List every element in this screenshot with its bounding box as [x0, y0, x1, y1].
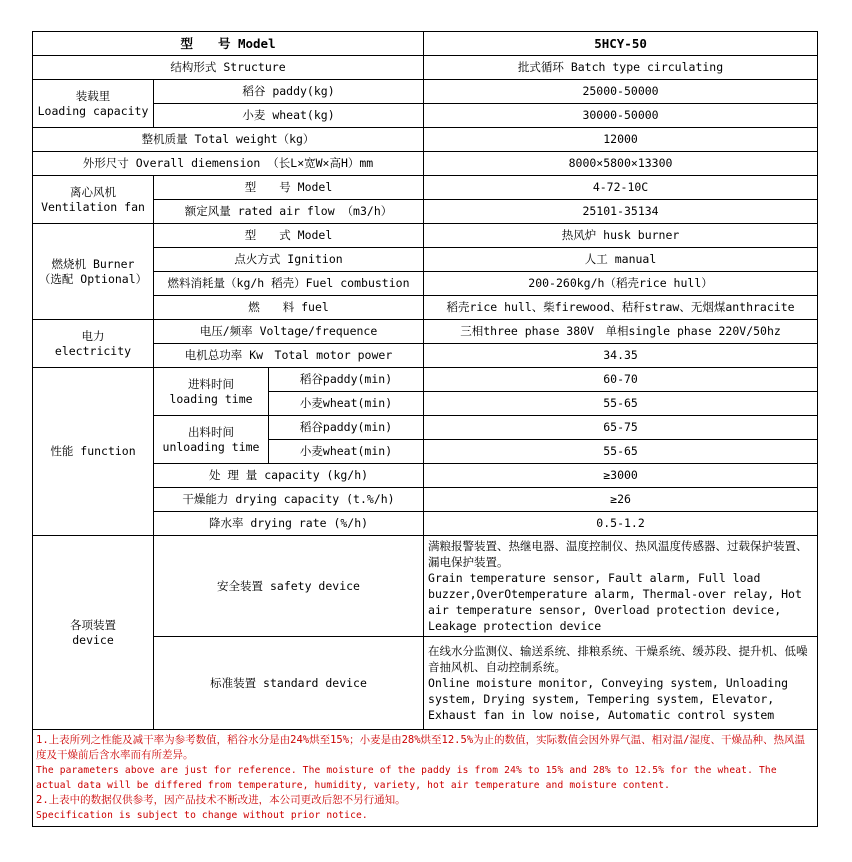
- unloading-wheat-label: 小麦wheat(min): [269, 440, 424, 464]
- loading-wheat-value: 55-65: [424, 392, 818, 416]
- fan-row: [33, 176, 818, 200]
- note-1-cn: 1.上表所列之性能及减干率为参考数值，稻谷水分是由24%烘至15%；小麦是由28%烘至12.5%为止的数值，实际数值会因外界气温、相对温/湿度、干燥品种、热风温度及干燥前后含水率而有所差异。: [36, 734, 805, 761]
- voltage-label: 电压/频率 Voltage/frequence: [154, 320, 424, 344]
- electricity-row: [33, 320, 818, 344]
- wheat-capacity-value: 30000-50000: [424, 104, 818, 128]
- electricity-label-en: electricity: [54, 343, 132, 358]
- motor-power-value: 34.35: [424, 344, 818, 368]
- fan-model-value: 4-72-10C: [424, 176, 818, 200]
- burner-model-label: 型 式 Model: [154, 224, 424, 248]
- burner-label-en: （选配 Optional）: [38, 271, 148, 286]
- unloading-paddy-label: 稻谷paddy(min): [269, 416, 424, 440]
- structure-value: 批式循环 Batch type circulating: [424, 56, 818, 80]
- loading-time-label-en: loading time: [169, 391, 253, 406]
- electricity-group: [33, 320, 154, 368]
- paddy-capacity-label: 稻谷 paddy(kg): [154, 80, 424, 104]
- burner-model-value: 热风炉 husk burner: [424, 224, 818, 248]
- note-2-en: Specification is subject to change without prior notice.: [36, 810, 368, 821]
- voltage-value: 三相three phase 380V 单相single phase 220V/50hz: [424, 320, 818, 344]
- standard-device-cn: 在线水分监测仪、输送系统、排粮系统、干燥系统、缓苏段、提升机、低噪音抽风机、自动控制系统。: [428, 644, 808, 674]
- loading-time-label-cn: 进料时间: [188, 376, 234, 391]
- fan-group: [33, 176, 154, 224]
- device-label-cn: 各项装置: [70, 617, 116, 632]
- fuel-label: 燃 料 fuel: [154, 296, 424, 320]
- capacity-label: 处 理 量 capacity (kg/h): [154, 464, 424, 488]
- model-value: 5HCY-50: [424, 32, 818, 56]
- wheat-capacity-label: 小麦 wheat(kg): [154, 104, 424, 128]
- function-group: 性能 function: [33, 368, 154, 536]
- unloading-time-group: [154, 416, 269, 464]
- unloading-wheat-value: 55-65: [424, 440, 818, 464]
- safety-device-label: 安全装置 safety device: [154, 536, 424, 637]
- loading-paddy-label: 稻谷paddy(min): [269, 368, 424, 392]
- loading-capacity-label-cn: 装载里: [75, 88, 111, 103]
- drying-rate-value: 0.5-1.2: [424, 512, 818, 536]
- burner-row: [33, 224, 818, 248]
- standard-device-value: [424, 637, 818, 730]
- ignition-value: 人工 manual: [424, 248, 818, 272]
- note-1-en: The parameters above are just for reference. The moisture of the paddy is from 24% to 15% and 28% to 12.5% for the wheat. The actual data will be differed from temperature, humidity, variety, hot air temperature and moisture content.: [36, 765, 777, 791]
- fuel-combustion-value: 200-260kg/h（稻壳rice hull）: [424, 272, 818, 296]
- structure-label: 结构形式 Structure: [33, 56, 424, 80]
- fan-label-en: Ventilation fan: [41, 199, 145, 214]
- loading-wheat-label: 小麦wheat(min): [269, 392, 424, 416]
- unloading-paddy-value: 65-75: [424, 416, 818, 440]
- motor-power-label: 电机总功率 Kw Total motor power: [154, 344, 424, 368]
- burner-group: [33, 224, 154, 320]
- standard-device-label: 标准装置 standard device: [154, 637, 424, 730]
- loading-time-group: [154, 368, 269, 416]
- device-group: [33, 536, 154, 730]
- note-2-cn: 2.上表中的数据仅供参考，因产品技术不断改进，本公司更改后恕不另行通知。: [36, 794, 406, 806]
- burner-label-cn: 燃烧机 Burner: [51, 256, 135, 271]
- device-label-en: device: [72, 632, 114, 647]
- structure-row: [33, 56, 818, 80]
- loading-capacity-group: [33, 80, 154, 128]
- model-row: [33, 32, 818, 56]
- fuel-combustion-label: 燃料消耗量（kg/h 稻壳）Fuel combustion: [154, 272, 424, 296]
- drying-capacity-label: 干燥能力 drying capacity (t.%/h): [154, 488, 424, 512]
- fan-airflow-label: 额定风量 rated air flow （m3/h）: [154, 200, 424, 224]
- loading-paddy-value: 60-70: [424, 368, 818, 392]
- notes-row: [33, 730, 818, 827]
- dimension-value: 8000×5800×13300: [424, 152, 818, 176]
- fuel-value: 稻壳rice hull、柴firewood、秸秆straw、无烟煤anthracite: [424, 296, 818, 320]
- notes-cell: [33, 730, 818, 827]
- total-weight-value: 12000: [424, 128, 818, 152]
- spec-table: [32, 31, 818, 827]
- fan-model-label: 型 号 Model: [154, 176, 424, 200]
- loading-capacity-row: [33, 80, 818, 104]
- model-label: 型 号 Model: [33, 32, 424, 56]
- drying-capacity-value: ≥26: [424, 488, 818, 512]
- capacity-value: ≥3000: [424, 464, 818, 488]
- function-row: [33, 368, 818, 392]
- drying-rate-label: 降水率 drying rate (%/h): [154, 512, 424, 536]
- electricity-label-cn: 电力: [81, 328, 105, 343]
- dimension-label: 外形尺寸 Overall diemension （长L×宽W×高H）mm: [33, 152, 424, 176]
- safety-device-en: Grain temperature sensor, Fault alarm, Full load buzzer,OverOtemperature alarm, Thermal-over relay, Hot air temperature sensor, Overload protection device, Leakage protection device: [428, 571, 802, 633]
- device-row: [33, 536, 818, 637]
- safety-device-value: [424, 536, 818, 637]
- total-weight-label: 整机质量 Total weight（kg）: [33, 128, 424, 152]
- loading-capacity-label-en: Loading capacity: [37, 103, 149, 118]
- fan-label-cn: 离心风机: [70, 184, 116, 199]
- ignition-label: 点火方式 Ignition: [154, 248, 424, 272]
- unloading-time-label-cn: 出料时间: [188, 424, 234, 439]
- standard-device-en: Online moisture monitor, Conveying system, Unloading system, Drying system, Tempering system, Elevator, Exhaust fan in low noise, Automatic control system: [428, 676, 789, 722]
- dimension-row: [33, 152, 818, 176]
- total-weight-row: [33, 128, 818, 152]
- safety-device-cn: 满粮报警装置、热继电器、温度控制仪、热风温度传感器、过载保护装置、漏电保护装置。: [428, 539, 808, 569]
- unloading-time-label-en: unloading time: [162, 439, 260, 454]
- fan-airflow-value: 25101-35134: [424, 200, 818, 224]
- paddy-capacity-value: 25000-50000: [424, 80, 818, 104]
